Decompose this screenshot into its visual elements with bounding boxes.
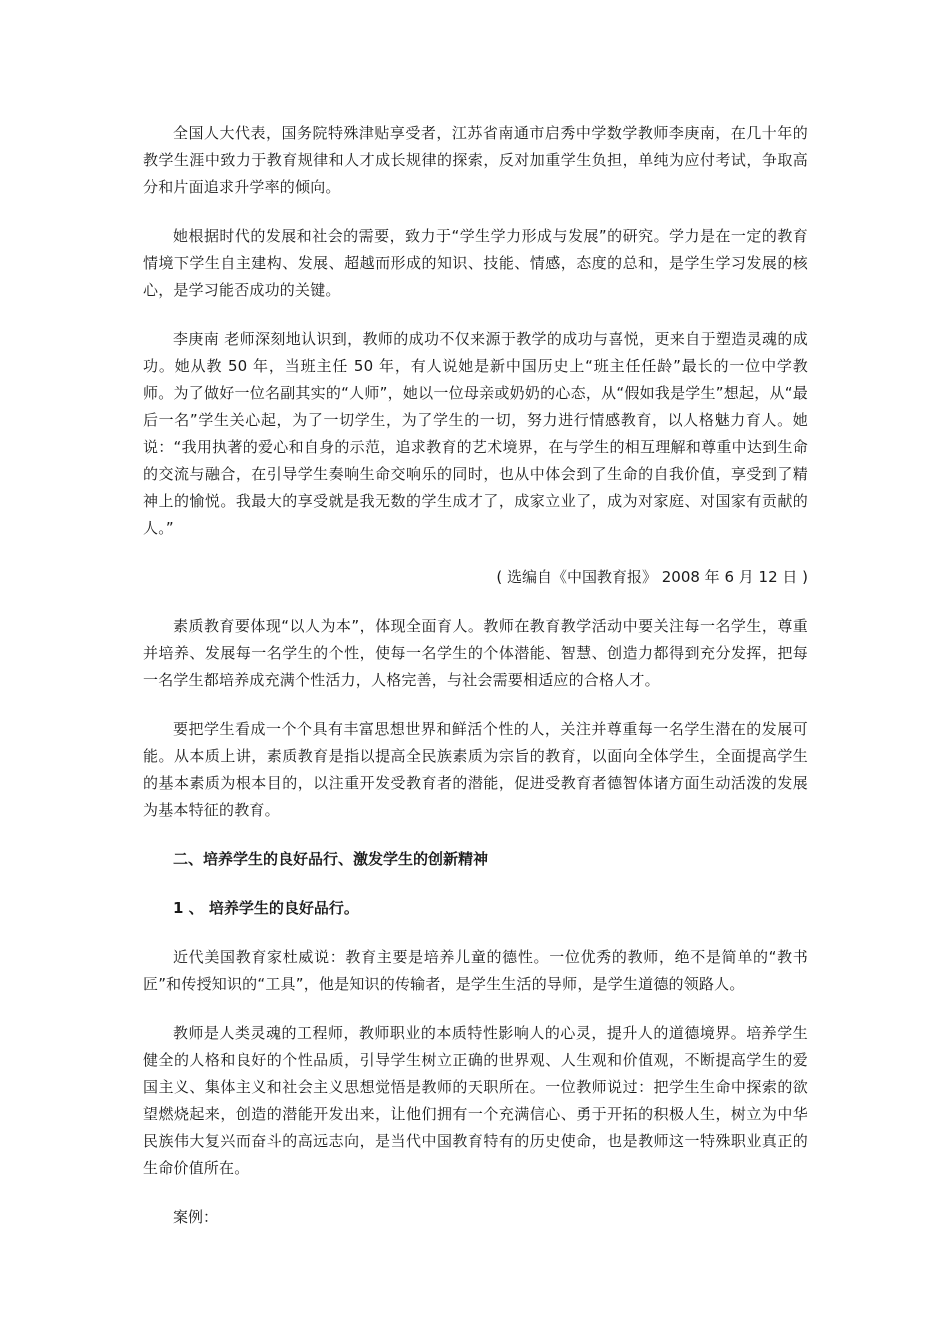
document-page xyxy=(143,120,808,1231)
paragraph-quality-education: 素质教育要体现“以人为本”，体现全面育人。教师在教育教学活动中要关注每一名学生，尊重并培养、发展每一名学生的个性，使每一名学生的个体潜能、智慧、创造力都得到充分发挥，把每一名学生都培养成充满个性活力，人格完善，与社会需要相适应的合格人才。 xyxy=(143,617,808,689)
paragraph-dewey-quote: 近代美国教育家杜威说：教育主要是培养儿童的德性。一位优秀的教师，绝不是简单的“教书匠”和传授知识的“工具”，他是知识的传输者，是学生生活的导师，是学生道德的领路人。 xyxy=(143,948,808,993)
subsection-heading: 1 、 培养学生的良好品行。 xyxy=(173,899,359,917)
source-citation: ( 选编自《中国教育报》 2008 年 6 月 12 日 ) xyxy=(496,568,808,586)
paragraph-student-potential: 要把学生看成一个个具有丰富思想世界和鲜活个性的人，关注并尊重每一名学生潜在的发展可能。从本质上讲，素质教育是指以提高全民族素质为宗旨的教育，以面向全体学生，全面提高学生的基本素质为根本目的，以注重开发受教育者的潜能，促进受教育者德智体诸方面生动活泼的发展为基本特征的教育。 xyxy=(143,720,808,819)
paragraph-student-ability: 她根据时代的发展和社会的需要，致力于“学生学力形成与发展”的研究。学力是在一定的教育情境下学生自主建构、发展、超越而形成的知识、技能、情感，态度的总和，是学生学习发展的核心，是学习能否成功的关键。 xyxy=(143,227,808,299)
paragraph-li-gengnan-intro: 全国人大代表，国务院特殊津贴享受者，江苏省南通市启秀中学数学教师李庚南，在几十年的教学生涯中致力于教育规律和人才成长规律的探索，反对加重学生负担，单纯为应付考试，争取高分和片面追求升学率的倾向。 xyxy=(143,124,808,196)
paragraph-teacher-success: 李庚南 老师深刻地认识到，教师的成功不仅来源于教学的成功与喜悦，更来自于塑造灵魂的成功。她从教 50 年，当班主任 50 年，有人说她是新中国历史上“班主任任龄”最长的一位中学教师。为了做好一位名副其实的“人师”，她以一位母亲或奶奶的心态，从“假如我是学生”想起，从“最后一名”学生关心起，为了一切学生，为了学生的一切，努力进行情感教育，以人格魅力育人。她说：“我用执著的爱心和自身的示范，追求教育的艺术境界，在与学生的相互理解和尊重中达到生命的交流与融合，在引导学生奏响生命交响乐的同时，也从中体会到了生命的自我价值，享受到了精神上的愉悦。我最大的享受就是我无数的学生成才了，成家立业了，成为对家庭、对国家有贡献的人。” xyxy=(143,330,808,537)
paragraph-teacher-engineer: 教师是人类灵魂的工程师，教师职业的本质特性影响人的心灵，提升人的道德境界。培养学生健全的人格和良好的个性品质，引导学生树立正确的世界观、人生观和价值观，不断提高学生的爱国主义、集体主义和社会主义思想觉悟是教师的天职所在。一位教师说过：把学生生命中探索的欲望燃烧起来，创造的潜能开发出来，让他们拥有一个充满信心、勇于开拓的积极人生，树立为中华民族伟大复兴而奋斗的高远志向，是当代中国教育特有的历史使命，也是教师这一特殊职业真正的生命价值所在。 xyxy=(143,1024,808,1177)
case-label: 案例： xyxy=(173,1208,219,1226)
section-heading: 二、培养学生的良好品行、激发学生的创新精神 xyxy=(173,850,489,868)
